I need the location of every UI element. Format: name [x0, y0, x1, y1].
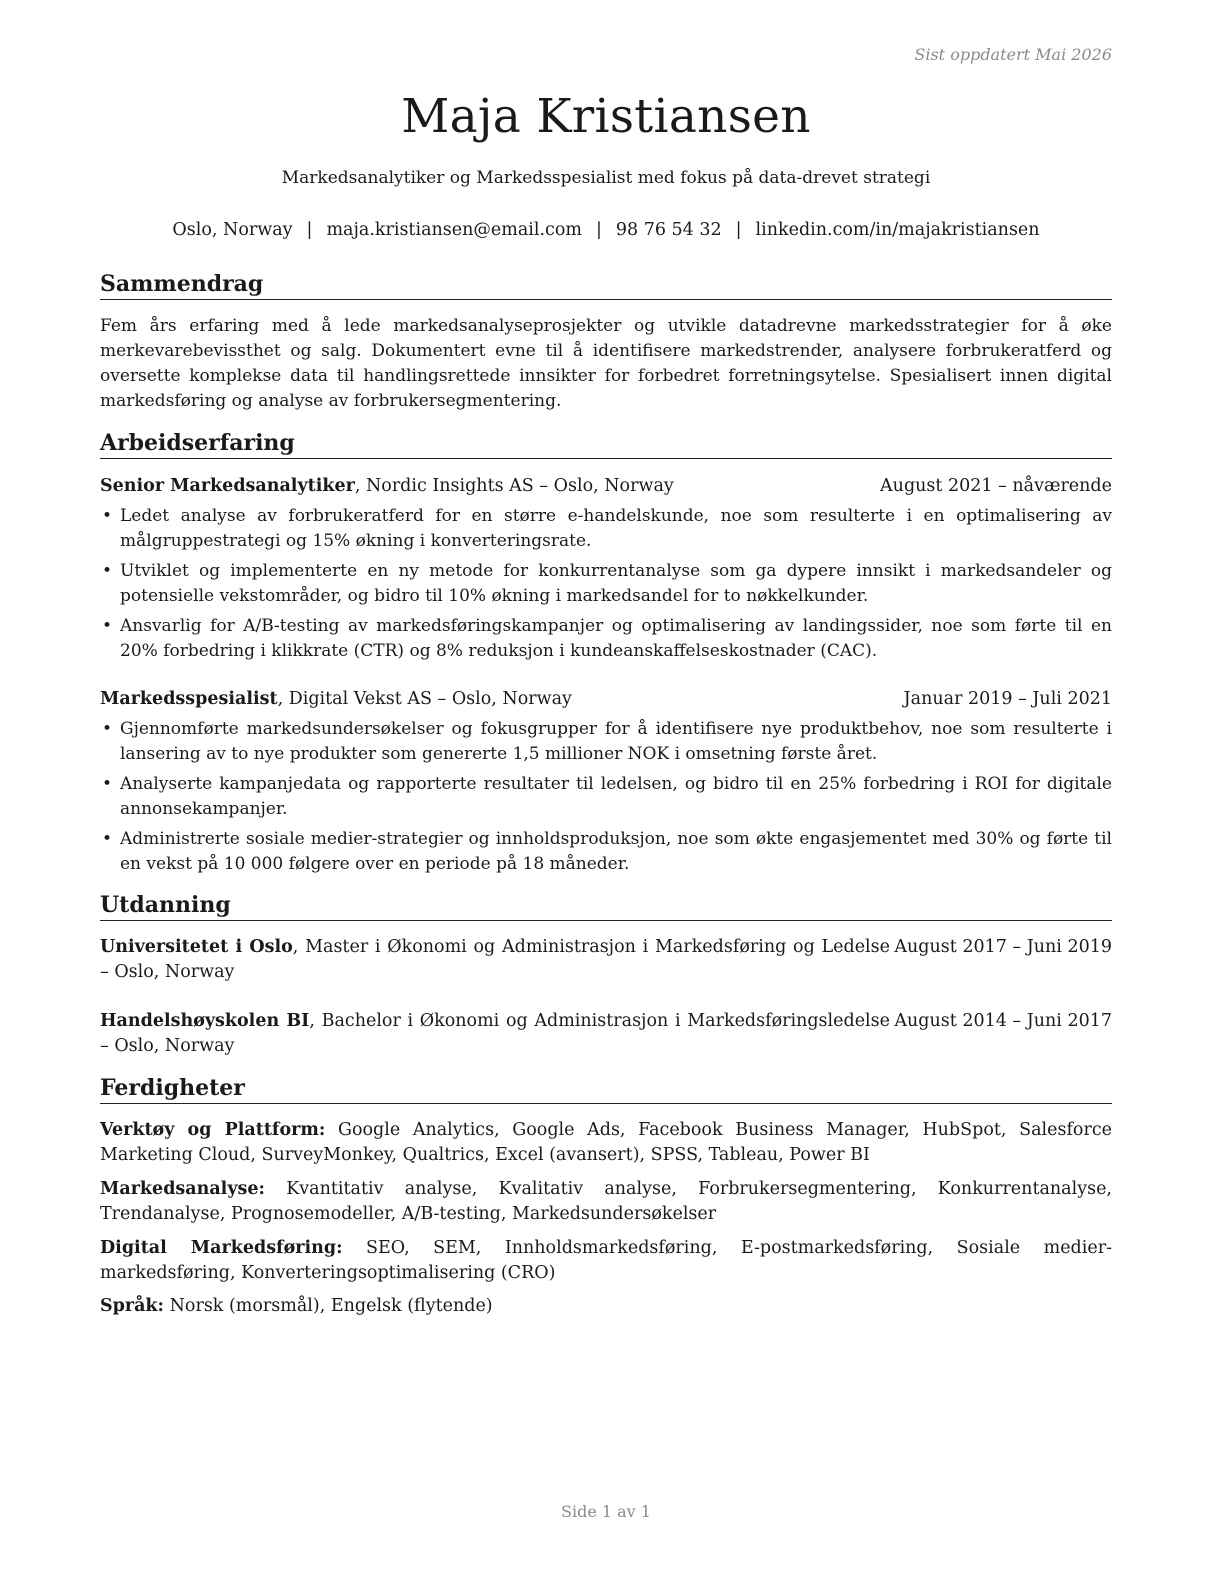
- bullet-dot-icon: •: [102, 829, 113, 849]
- education-school: Universitetet i Oslo: [100, 937, 293, 957]
- skill-value: Google Analytics, Google Ads, Facebook Business Manager, HubSpot, Salesforce Marketing Cloud, SurveyMonkey, Qualtrics, Excel (avansert), SPSS, Tableau, Power BI: [100, 1120, 1112, 1165]
- skill-value: Kvantitativ analyse, Kvalitativ analyse, Forbrukersegmentering, Konkurrentanalyse, Trendanalyse, Prognosemodeller, A/B-testing, Markedsundersøkelser: [100, 1179, 1112, 1224]
- list-item: • Ansvarlig for A/B-testing av markedsføringskampanjer og optimalisering av landingssider, noe som førte til en 20% forbedring i klikkrate (CTR) og 8% reduksjon i kundeanskaffelseskostnader (CAC).: [102, 616, 1112, 661]
- person-name: Maja Kristiansen: [401, 89, 811, 144]
- bullet-dot-icon: •: [102, 719, 113, 739]
- skill-value: SEO, SEM, Innholdsmarkedsføring, E-postmarkedsføring, Sosiale medier-markedsføring, Konverteringsoptimalisering (CRO): [100, 1238, 1112, 1283]
- education-date: August 2014 – Juni 2017: [894, 1011, 1112, 1031]
- last-updated: Sist oppdatert Mai 2026: [914, 45, 1112, 64]
- list-item: • Analyserte kampanjedata og rapporterte resultater til ledelsen, og bidro til en 25% forbedring i ROI for digitale annonsekampanjer.: [102, 774, 1112, 819]
- contact-linkedin[interactable]: linkedin.com/in/majakristiansen: [755, 220, 1040, 240]
- contact-location: Oslo, Norway: [172, 220, 293, 240]
- list-item: • Administrerte sosiale medier-strategier og innholdsproduksjon, noe som økte engasjementet med 30% og førte til en vekst på 10 000 følgere over en periode på 18 måneder.: [102, 829, 1112, 874]
- skill-label: Verktøy og Plattform:: [100, 1120, 326, 1140]
- bullet-dot-icon: •: [102, 616, 113, 636]
- contact-email[interactable]: maja.kristiansen@email.com: [326, 220, 582, 240]
- contact-separator: |: [595, 220, 602, 240]
- education-entry: [100, 935, 1112, 985]
- job-bullets: [100, 504, 1112, 669]
- job-date: Januar 2019 – Juli 2021: [903, 689, 1112, 709]
- bullet-dot-icon: •: [102, 561, 113, 581]
- section-title-skills: Ferdigheter: [100, 1074, 1112, 1104]
- contact-separator: |: [306, 220, 313, 240]
- job-bullets: [100, 717, 1112, 882]
- skill-row: [100, 1294, 1112, 1319]
- bullet-dot-icon: •: [102, 774, 113, 794]
- list-item: • Utviklet og implementerte en ny metode for konkurrentanalyse som ga dypere innsikt i markedsandeler og potensielle vekstområder, og bidro til 10% økning i markedsandel for to nøkkelkunder.: [102, 561, 1112, 606]
- job-role: Markedsspesialist: [100, 689, 278, 709]
- contact-separator: |: [735, 220, 742, 240]
- skill-label: Markedsanalyse:: [100, 1179, 265, 1199]
- skill-label: Digital Markedsføring:: [100, 1238, 343, 1258]
- job-header: [100, 687, 1112, 712]
- contact-line: [100, 220, 1112, 240]
- education-school: Handelshøyskolen BI: [100, 1011, 310, 1031]
- job-header: [100, 474, 1112, 499]
- job-date: August 2021 – nåværende: [880, 476, 1112, 496]
- job-role: Senior Markedsanalytiker: [100, 476, 355, 496]
- skill-label: Språk:: [100, 1296, 165, 1316]
- list-item: • Gjennomførte markedsundersøkelser og fokusgrupper for å identifisere nye produktbehov, noe som resulterte i lansering av to nye produkter som genererte 1,5 millioner NOK i omsetning første året.: [102, 719, 1112, 764]
- list-item: • Ledet analyse av forbrukeratferd for en større e-handelskunde, noe som resulterte i en optimalisering av målgruppestrategi og 15% økning i konverteringsrate.: [102, 506, 1112, 551]
- page-number: Side 1 av 1: [561, 1502, 651, 1521]
- skill-row: [100, 1118, 1112, 1168]
- education-detail: , Master i Økonomi og Administrasjon i Markedsføring og Ledelse – Oslo, Norway: [100, 937, 890, 982]
- resume-page: [100, 0, 1112, 1584]
- bullet-dot-icon: •: [102, 506, 113, 526]
- education-entry: [100, 1009, 1112, 1059]
- summary-text: Fem års erfaring med å lede markedsanalyseprosjekter og utvikle datadrevne markedsstrategier for å øke merkevarebevissthet og salg. Dokumentert evne til å identifisere markedstrender, analysere forbrukeratferd og oversette komplekse data til handlingsrettede innsikter for forbedret forretningsytelse. Spesialisert innen digital markedsføring og analyse av forbrukersegmentering.: [100, 316, 1112, 411]
- education-date: August 2017 – Juni 2019: [894, 937, 1112, 957]
- job-company: , Nordic Insights AS – Oslo, Norway: [354, 476, 674, 496]
- job-company: , Digital Vekst AS – Oslo, Norway: [277, 689, 572, 709]
- skill-row: [100, 1177, 1112, 1227]
- education-detail: , Bachelor i Økonomi og Administrasjon i Markedsføringsledelse – Oslo, Norway: [100, 1011, 890, 1056]
- tagline: Markedsanalytiker og Markedsspesialist med fokus på data-drevet strategi: [281, 168, 931, 188]
- section-title-summary: Sammendrag: [100, 270, 1112, 300]
- contact-phone: 98 76 54 32: [615, 220, 722, 240]
- skill-row: [100, 1236, 1112, 1286]
- section-title-experience: Arbeidserfaring: [100, 429, 1112, 459]
- section-title-education: Utdanning: [100, 891, 1112, 921]
- skill-value: Norsk (morsmål), Engelsk (flytende): [169, 1296, 493, 1316]
